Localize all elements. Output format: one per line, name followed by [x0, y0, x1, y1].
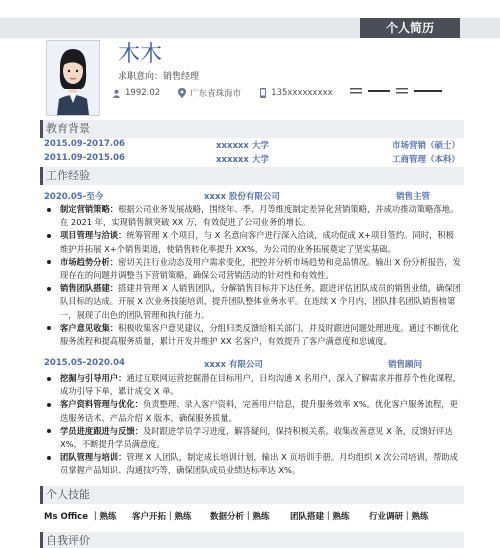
section-accent [40, 486, 43, 504]
list-item: 客户意见收集：积极收集客户意见建议，分组归类反馈给相关部门，并及时跟进问题处理进度。通过不断优化服务流程和提高服务质量，累计开发并维护 XX 名客户，有效提升了客户满意度和忠诚度。 [44, 322, 462, 348]
education-period: 2011.09-2015.06 [44, 153, 125, 163]
job-company: xxxx 股份有限公司 [204, 192, 280, 202]
phone-info [259, 88, 333, 98]
section-accent [40, 120, 43, 138]
section-title: 教育背景 [46, 122, 90, 135]
candidate-name: 木木 [118, 42, 163, 67]
list-item: 客户资料管理与优化：负责整理、录入客户资料，完善用户信息，提升服务效率 X%。优化客户服务流程，更迭服务话术、产品介绍 X 版本，确保服务质量。 [44, 398, 462, 424]
job-header [44, 358, 460, 370]
skill-item: 团队搭建｜熟练 [290, 512, 350, 522]
equal-lines-icon [396, 87, 408, 95]
skill-item: 数据分析｜熟练 [210, 512, 270, 522]
section-self-eval-header [40, 532, 464, 548]
job-title: 销售主管 [396, 192, 431, 202]
phone-number: 135xxxxxxxxx [271, 88, 333, 98]
section-title: 个人技能 [46, 488, 90, 501]
deco-bar [368, 90, 390, 92]
job-company: xxxx 有限公司 [204, 360, 263, 370]
education-major: 市场营销（硕士） [391, 141, 460, 151]
job-intent-value: 销售经理 [163, 72, 200, 82]
phone-icon [259, 88, 267, 98]
list-item: 销售团队搭建：搭建并管理 X 人销售团队，分解销售目标并下达任务。跟进评估团队成员的销售业绩，确保团队目标的达成。开展 X 次业务技能培训，提升团队整体业务水平。在连续 X 个月内，团队排名团队销售榜第一，展现了出色的团队管理和执行能力。 [44, 282, 462, 322]
section-accent [40, 167, 43, 185]
education-school: xxxxxx 大学 [216, 141, 269, 151]
education-row [44, 139, 460, 151]
education-major: 工商管理（本科） [391, 155, 460, 165]
job-duties-list [44, 372, 462, 478]
job-period: 2015.05-2020.04 [44, 358, 125, 368]
decorative-lines [350, 87, 442, 95]
section-accent [40, 532, 43, 548]
job-intent-label: 求职意向： [118, 72, 164, 82]
profile-photo [46, 40, 100, 116]
list-item: 团队管理与培训：管理 X 人团队，制定成长培训计划，输出 X 页培训手册。月均组织 X 次公司培训，帮助成员掌握产品知识、沟通技巧等，确保团队成员业绩达标率达 X%。 [44, 451, 462, 477]
birth-info [112, 88, 160, 98]
list-item: 市场趋势分析：密切关注行业动态及用户需求变化，把控并分析市场趋势和竞品情况。输出 X 份分析报告，发现存在的问题并调整当下营销策略，确保公司营销活动的针对性和有效性。 [44, 256, 462, 282]
list-item: 项目管理与洽谈：统筹管理 X 个项目，与 X 名意向客户进行深入洽谈，成功促成 X+项目签约。同时，积极维护并拓展 X+个销售渠道，使销售转化率提升 XX%，为公司的业务拓展奠定了坚实基础。 [44, 229, 462, 255]
education-row [44, 153, 460, 165]
deco-bar [414, 90, 442, 92]
skill-item: 行业调研｜熟练 [369, 512, 429, 522]
education-school: xxxxxx 大学 [216, 155, 269, 165]
list-item: 挖掘与引导用户：通过互联网运营挖掘潜在目标用户，日均沟通 X 名用户，深入了解需求并推荐个性化课程，成功引导下单，累计成交 X 单。 [44, 372, 462, 398]
section-title: 自我评价 [46, 534, 90, 547]
skill-item: 客户开拓｜熟练 [132, 512, 192, 522]
person-icon [112, 89, 121, 98]
job-period: 2020.05-至今 [44, 192, 104, 202]
portrait-image [47, 41, 99, 115]
section-education-header [40, 120, 464, 138]
location-info [178, 87, 241, 99]
section-skills-header [40, 486, 464, 504]
job-title: 销售顾问 [388, 360, 423, 370]
section-title: 工作经验 [46, 169, 90, 182]
list-item: 制定营销策略：根据公司业务发展战略，围绕年、季、月等维度制定差异化营销策略，并成功推动策略落地。在 2021 年，实现销售额突破 XX 万，有效促进了公司业务的增长。 [44, 203, 462, 229]
education-period: 2015.09-2017.06 [44, 139, 125, 149]
job-intent [118, 69, 199, 82]
location-pin-icon [178, 88, 186, 98]
job-header [44, 190, 460, 202]
birth-date: 1992.02 [125, 88, 161, 98]
skill-item: Ms Office ｜熟练 [44, 512, 117, 522]
menu-lines-icon [350, 87, 362, 95]
header-band [0, 18, 500, 38]
list-item: 学员进度跟进与反馈：及时跟进学员学习进度，解答疑问，保持积极关系。收集改善意见 X 条，反馈好评达 X%，不断提升学员满意度。 [44, 425, 462, 451]
job-duties-list [44, 203, 462, 348]
location-text: 广东省珠海市 [190, 89, 242, 99]
resume-title-banner: 个人简历 [360, 18, 460, 38]
contact-info-row [112, 87, 351, 99]
section-work-header [40, 167, 464, 185]
